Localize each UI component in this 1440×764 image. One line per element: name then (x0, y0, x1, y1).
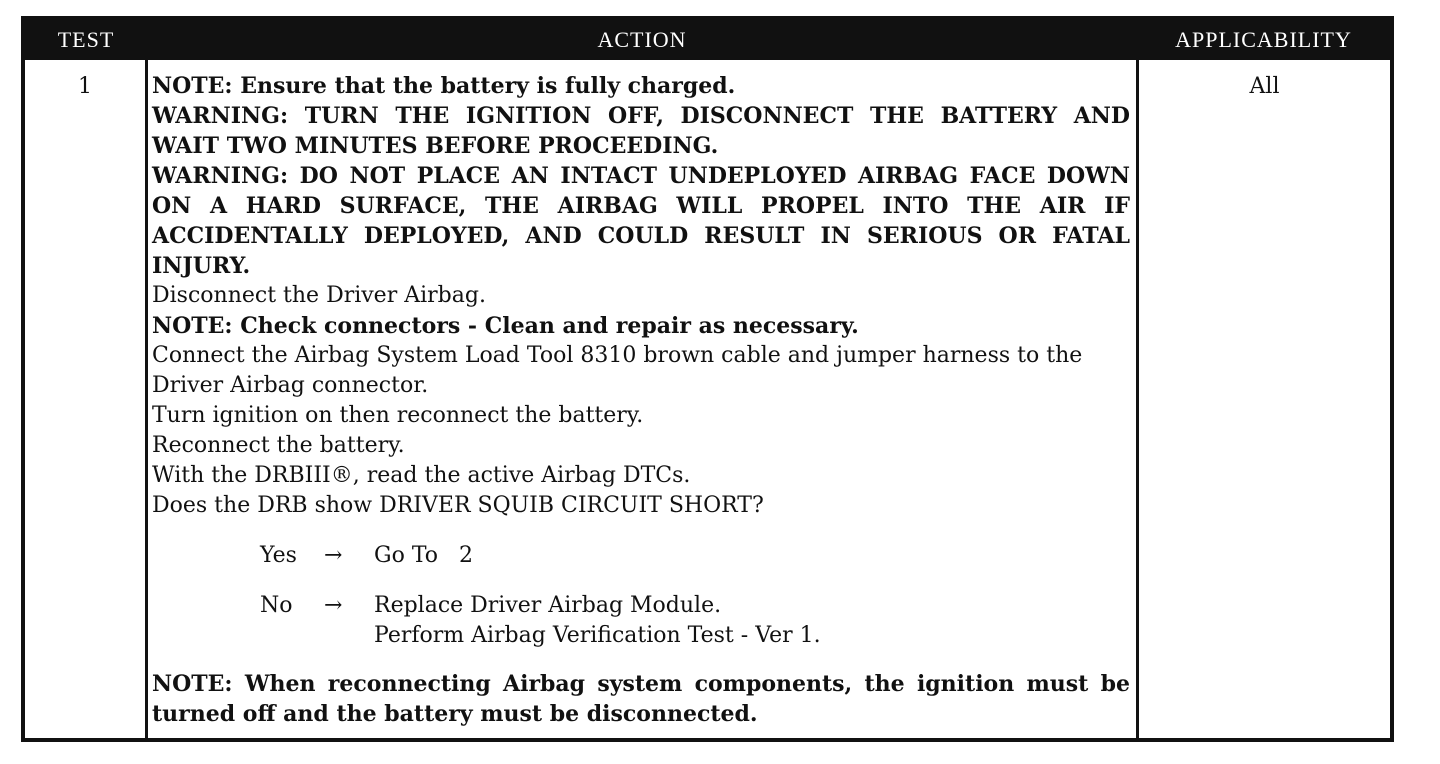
note-check-connectors: NOTE: Check connectors - Clean and repair as necessary. (152, 313, 859, 339)
header-action: ACTION (597, 27, 687, 52)
test-number: 1 (78, 74, 92, 99)
step-connect-load-tool: Connect the Airbag System Load Tool 8310 brown cable and jumper harness to the Driver Airbag connector. (152, 343, 1083, 398)
step-reconnect-battery: Reconnect the battery. (152, 433, 405, 458)
table-header (25, 20, 1390, 60)
step-ignition-on: Turn ignition on then reconnect the battery. (152, 403, 644, 428)
header-test: TEST (57, 27, 115, 52)
right-arrow-icon: → (324, 593, 343, 618)
answer-no-action-line-2: Perform Airbag Verification Test - Ver 1. (374, 623, 821, 648)
answer-no-action-line-1: Replace Driver Airbag Module. (374, 593, 722, 618)
warning-ignition-off: WARNING: TURN THE IGNITION OFF, DISCONNECT THE BATTERY AND WAIT TWO MINUTES BEFORE PROCEEDING. (152, 103, 1130, 159)
action-cell (152, 71, 1130, 729)
answer-yes (152, 541, 1130, 571)
header-applicability: APPLICABILITY (1175, 27, 1352, 52)
step-disconnect-airbag: Disconnect the Driver Airbag. (152, 283, 486, 308)
column-divider-applicability (1136, 60, 1139, 738)
diagnostic-test-table (21, 16, 1394, 742)
column-divider-test (145, 60, 148, 738)
answer-yes-label: Yes (260, 543, 297, 568)
applicability-value: All (1249, 74, 1280, 99)
answer-no-label: No (260, 593, 293, 618)
answer-no-action (374, 591, 821, 651)
answer-no (152, 591, 1130, 651)
answer-yes-action: Go To 2 (374, 543, 473, 568)
warning-undeployed-airbag: WARNING: DO NOT PLACE AN INTACT UNDEPLOYED AIRBAG FACE DOWN ON A HARD SURFACE, THE AIRBAG WILL PROPEL INTO THE AIR IF ACCIDENTALLY DEPLOYED, AND COULD RESULT IN SERIOUS OR FATAL INJURY. (152, 163, 1130, 279)
right-arrow-icon: → (324, 543, 343, 568)
step-read-dtcs: With the DRBIII®, read the active Airbag DTCs. (152, 463, 691, 488)
test-question: Does the DRB show DRIVER SQUIB CIRCUIT SHORT? (152, 493, 764, 518)
note-battery-charged: NOTE: Ensure that the battery is fully charged. (152, 73, 736, 99)
note-reconnecting-components: NOTE: When reconnecting Airbag system components, the ignition must be turned off and the battery must be disconnected. (152, 671, 1130, 727)
